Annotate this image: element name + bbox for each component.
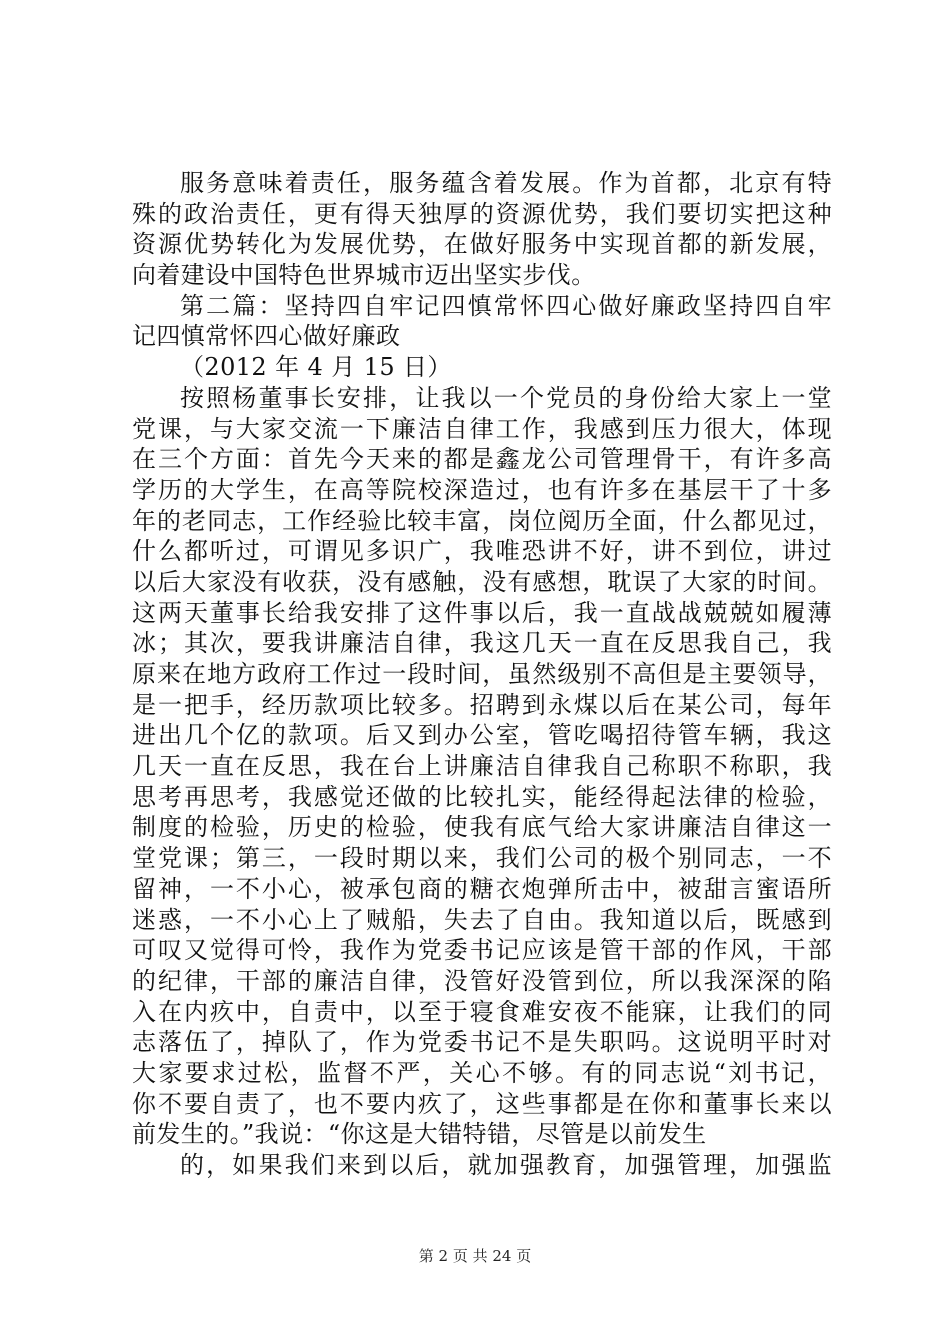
text-line: （2012 年 4 月 15 日） [180, 353, 452, 382]
text-line: 学历的大学生，在高等院校深造过，也有许多在基层干了十多 [132, 475, 832, 504]
text-line: 殊的政治责任，更有得天独厚的资源优势，我们要切实把这种 [132, 199, 832, 228]
text-line: 第二篇：坚持四自牢记四慎常怀四心做好廉政坚持四自牢 [180, 291, 832, 320]
text-line: 的，如果我们来到以后，就加强教育，加强管理，加强监 [180, 1151, 832, 1179]
text-line: 志落伍了，掉队了，作为党委书记不是失职吗。这说明平时对 [132, 1028, 832, 1057]
text-line: 大家要求过松，监督不严，关心不够。有的同志说“刘书记， [132, 1058, 832, 1087]
text-line: 党课，与大家交流一下廉洁自律工作，我感到压力很大，体现 [132, 414, 832, 443]
text-line: 向着建设中国特色世界城市迈出坚实步伐。 [132, 261, 596, 290]
text-line: 迷惑，一不小心上了贼船，失去了自由。我知道以后，既感到 [132, 905, 832, 934]
text-line: 按照杨董事长安排，让我以一个党员的身份给大家上一堂 [180, 383, 832, 412]
text-line: 资源优势转化为发展优势，在做好服务中实现首都的新发展， [132, 230, 832, 259]
text-line: 你不要自责了，也不要内疚了，这些事都是在你和董事长来以 [132, 1089, 832, 1118]
text-line: 的纪律，干部的廉洁自律，没管好没管到位，所以我深深的陷 [132, 966, 832, 995]
text-line: 思考再思考，我感觉还做的比较扎实，能经得起法律的检验， [132, 782, 832, 811]
text-line: 什么都听过，可谓见多识广，我唯恐讲不好，讲不到位，讲过 [132, 537, 832, 566]
text-line: 年的老同志，工作经验比较丰富，岗位阅历全面，什么都见过， [132, 506, 832, 535]
text-line: 留神，一不小心，被承包商的糖衣炮弹所击中，被甜言蜜语所 [132, 874, 832, 903]
text-line: 几天一直在反思，我在台上讲廉洁自律我自己称职不称职，我 [132, 752, 832, 781]
text-line: 冰；其次，要我讲廉洁自律，我这几天一直在反思我自己，我 [132, 629, 832, 658]
page-footer: 第 2 页 共 24 页 [418, 1247, 532, 1265]
text-line: 进出几个亿的款项。后又到办公室，管吃喝招待管车辆，我这 [132, 721, 832, 750]
text-line: 记四慎常怀四心做好廉政 [132, 322, 401, 351]
text-line: 服务意味着责任，服务蕴含着发展。作为首都，北京有特 [180, 169, 832, 197]
text-line: 制度的检验，历史的检验，使我有底气给大家讲廉洁自律这一 [132, 813, 832, 842]
text-line: 堂党课；第三，一段时期以来，我们公司的极个别同志，一不 [132, 844, 832, 873]
text-line: 原来在地方政府工作过一段时间，虽然级别不高但是主要领导， [132, 660, 832, 688]
text-line: 可叹又觉得可怜，我作为党委书记应该是管干部的作风，干部 [132, 936, 832, 965]
text-line: 入在内疚中，自责中，以至于寝食难安夜不能寐，让我们的同 [132, 997, 832, 1026]
text-line: 是一把手，经历款项比较多。招聘到永煤以后在某公司，每年 [132, 690, 832, 719]
text-line: 以后大家没有收获，没有感触，没有感想，耽误了大家的时间。 [132, 567, 832, 596]
text-line: 在三个方面：首先今天来的都是鑫龙公司管理骨干，有许多高 [132, 445, 832, 474]
document-body [132, 168, 832, 1181]
text-line: 前发生的。”我说：“你这是大错特错，尽管是以前发生 [132, 1120, 707, 1149]
text-line: 这两天董事长给我安排了这件事以后，我一直战战兢兢如履薄 [132, 598, 832, 627]
